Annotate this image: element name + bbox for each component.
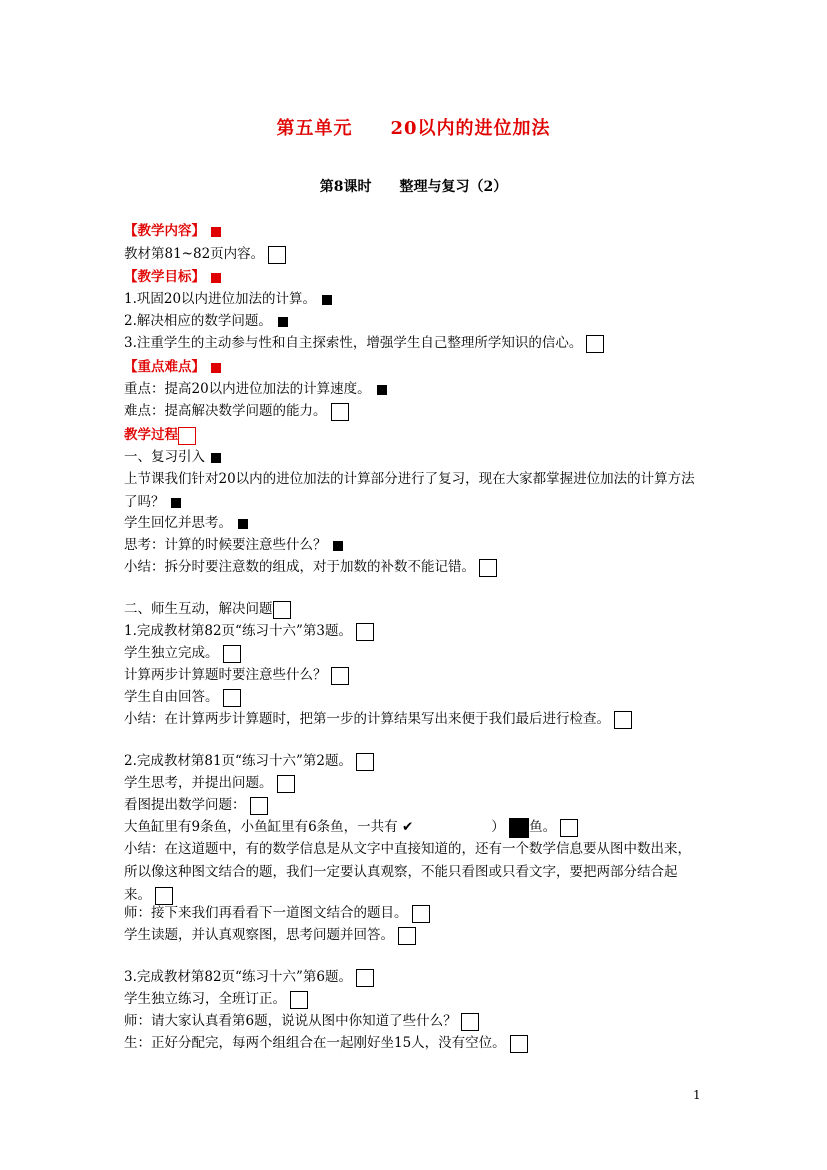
part2-line xyxy=(124,794,268,816)
part2-text: 1.完成教材第82页“练习十六”第3题。 xyxy=(124,623,352,639)
part1-text: 学生回忆并思考。 xyxy=(124,515,232,531)
key-text: 难点：提高解决数学问题的能力。 xyxy=(124,403,327,419)
goal-line xyxy=(124,288,332,310)
part2-line xyxy=(124,966,374,988)
part1-heading-line xyxy=(124,446,221,468)
part2-line xyxy=(124,664,349,686)
checkbox[interactable] xyxy=(268,246,286,264)
part2-line xyxy=(124,750,374,772)
part1-text: 小结：拆分时要注意数的组成，对于加数的补数不能记错。 xyxy=(124,559,475,575)
goal-text: 2.解决相应的数学问题。 xyxy=(124,313,272,329)
checkbox[interactable] xyxy=(586,335,604,353)
part2-text: 2.完成教材第81页“练习十六”第2题。 xyxy=(124,753,352,769)
part2-text: 小结：在计算两步计算题时，把第一步的计算结果写出来便于我们最后进行检查。 xyxy=(124,711,610,727)
goal-line xyxy=(124,332,604,354)
black-square-icon xyxy=(333,541,343,551)
process-heading: 教学过程 xyxy=(124,427,178,443)
checkbox[interactable] xyxy=(223,645,241,663)
part2-text: 师：接下来我们再看看下一道图文结合的题目。 xyxy=(124,905,408,921)
part1-text: 思考：计算的时候要注意些什么？ xyxy=(124,537,327,553)
checkmark-icon: ✔ xyxy=(401,819,414,835)
part2-heading: 二、师生互动，解决问题 xyxy=(124,601,273,617)
black-square-icon xyxy=(322,295,332,305)
lesson-subtitle: 第8课时 整理与复习（2） xyxy=(319,179,508,195)
red-square-icon xyxy=(211,363,221,373)
black-square-icon xyxy=(377,385,387,395)
fish-question-end: 鱼。 xyxy=(529,819,557,835)
goals-heading: 【教学目标】 xyxy=(124,269,205,285)
unit-title: 第五单元 20以内的进位加法 xyxy=(276,118,551,139)
part2-line xyxy=(124,988,308,1010)
part2-line xyxy=(124,686,241,708)
part2-line xyxy=(124,1010,479,1032)
part2-line xyxy=(124,708,632,730)
key-line xyxy=(124,400,349,422)
black-square-icon xyxy=(238,519,248,529)
key-line xyxy=(124,378,387,400)
checkbox[interactable] xyxy=(273,601,291,619)
checkbox[interactable] xyxy=(277,775,295,793)
key-heading: 【重点难点】 xyxy=(124,359,205,375)
checkbox[interactable] xyxy=(412,905,430,923)
key-text: 重点：提高20以内进位加法的计算速度。 xyxy=(124,381,371,397)
checkbox[interactable] xyxy=(461,1013,479,1031)
summary-text: 小结：在这道题中，有的数学信息是从文字中直接知道的，还有一个数学信息要从图中数出来，所以像这种图文结合的题，我们一定要认真观察，不能只看图或只看文字，要把两部分结合起来。 xyxy=(124,841,691,903)
part1-heading: 一、复习引入 xyxy=(124,449,205,465)
part1-line xyxy=(124,556,497,578)
part2-line xyxy=(124,924,416,946)
red-checkbox[interactable] xyxy=(178,427,196,445)
black-square-icon xyxy=(211,453,221,463)
black-block-icon xyxy=(509,818,529,838)
part2-line xyxy=(124,772,295,794)
checkbox[interactable] xyxy=(479,559,497,577)
part2-line xyxy=(124,620,374,642)
content-heading: 【教学内容】 xyxy=(124,223,205,239)
part2-text: 师：请大家认真看第6题，说说从图中你知道了些什么？ xyxy=(124,1013,457,1029)
checkbox[interactable] xyxy=(290,991,308,1009)
process-heading-line xyxy=(124,424,196,446)
part2-text: 3.完成教材第82页“练习十六”第6题。 xyxy=(124,969,352,985)
checkbox[interactable] xyxy=(510,1035,528,1053)
black-square-icon xyxy=(278,317,288,327)
goal-line xyxy=(124,310,288,332)
part2-line xyxy=(124,642,241,664)
checkbox[interactable] xyxy=(223,689,241,707)
fish-question-line xyxy=(124,816,578,838)
part2-text: 学生独立完成。 xyxy=(124,645,219,661)
red-square-icon xyxy=(211,273,221,283)
part1-line xyxy=(124,534,343,556)
red-square-icon xyxy=(211,227,221,237)
part1-line xyxy=(124,512,248,534)
black-square-icon xyxy=(171,498,181,508)
part2-line xyxy=(124,1032,528,1054)
goal-text: 3.注重学生的主动参与性和自主探索性，增强学生自己整理所学知识的信心。 xyxy=(124,335,583,351)
part1-paragraph-text: 上节课我们针对20以内的进位加法的计算部分进行了复习，现在大家都掌握进位加法的计算方法了吗？ xyxy=(124,471,695,510)
content-heading-line xyxy=(124,220,221,242)
checkbox[interactable] xyxy=(356,969,374,987)
page-number: 1 xyxy=(693,1088,701,1102)
checkbox[interactable] xyxy=(614,711,632,729)
key-heading-line xyxy=(124,356,221,378)
fish-question-text: 大鱼缸里有9条鱼，小鱼缸里有6条鱼，一共有 xyxy=(124,819,398,835)
part2-heading-line xyxy=(124,598,291,620)
part2-line xyxy=(124,902,430,924)
goals-heading-line xyxy=(124,266,221,288)
part2-text: 看图提出数学问题： xyxy=(124,797,246,813)
checkbox[interactable] xyxy=(356,623,374,641)
checkbox[interactable] xyxy=(560,819,578,837)
content-line xyxy=(124,243,286,265)
summary-paragraph xyxy=(124,838,704,907)
part2-text: 学生自由回答。 xyxy=(124,689,219,705)
part2-text: 计算两步计算题时要注意些什么？ xyxy=(124,667,327,683)
part2-text: 学生思考，并提出问题。 xyxy=(124,775,273,791)
checkbox[interactable] xyxy=(250,797,268,815)
part2-text: 学生读题，并认真观察图，思考问题并回答。 xyxy=(124,927,394,943)
goal-text: 1.巩固20以内进位加法的计算。 xyxy=(124,291,317,307)
checkbox[interactable] xyxy=(331,667,349,685)
checkbox[interactable] xyxy=(356,753,374,771)
part1-paragraph xyxy=(124,468,704,514)
checkbox[interactable] xyxy=(331,403,349,421)
part2-text: 生：正好分配完，每两个组组合在一起刚好坐15人，没有空位。 xyxy=(124,1035,506,1051)
part2-text: 学生独立练习，全班订正。 xyxy=(124,991,286,1007)
checkbox[interactable] xyxy=(398,927,416,945)
content-text: 教材第81~82页内容。 xyxy=(124,246,265,262)
close-paren: ） xyxy=(491,819,505,835)
